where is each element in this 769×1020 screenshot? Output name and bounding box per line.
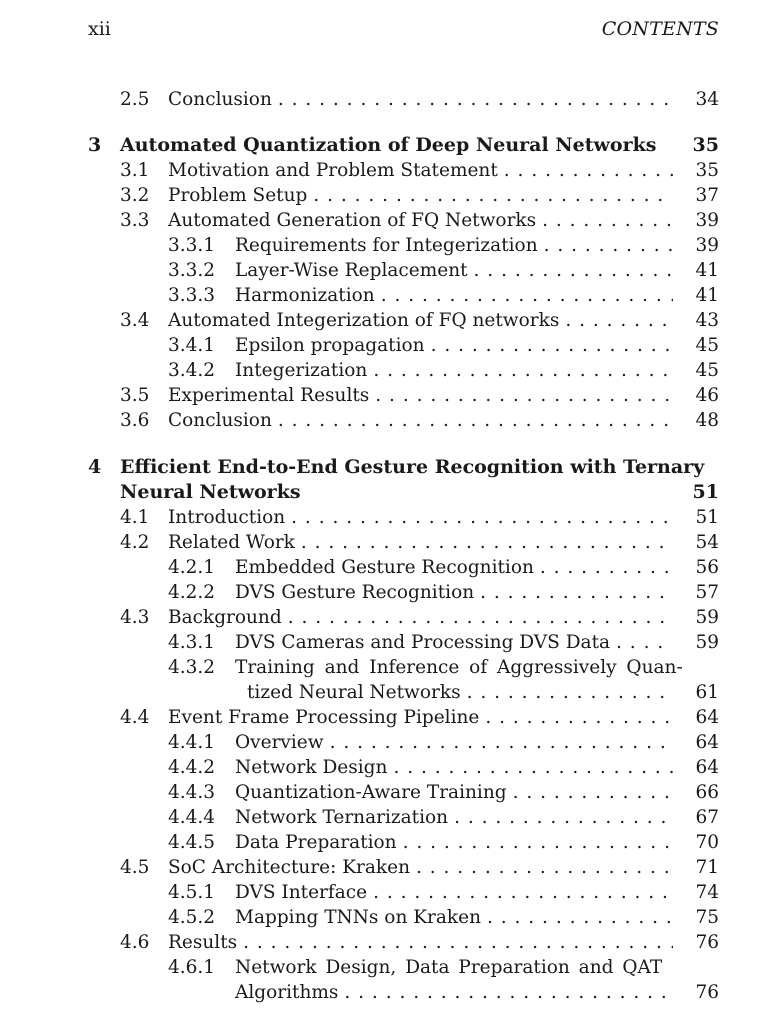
toc-page: 67 <box>695 807 719 828</box>
toc-page: 37 <box>695 185 719 206</box>
toc-title-continued: Neural Networks <box>120 481 301 503</box>
toc-number: 4.5.1 <box>168 882 216 903</box>
toc-entry <box>0 383 769 408</box>
toc-page: 76 <box>695 932 719 953</box>
toc-number: 4.3 <box>120 607 150 628</box>
toc-number: 3.1 <box>120 160 150 181</box>
toc-title: Network Ternarization <box>235 807 449 828</box>
toc-title: Requirements for Integerization <box>235 235 538 256</box>
toc-title: Epsilon propagation <box>235 335 425 356</box>
toc-title: Motivation and Problem Statement <box>168 160 498 181</box>
toc-number: 4.4.5 <box>168 832 216 853</box>
toc-number: 3.3.2 <box>168 260 216 281</box>
toc-entry <box>0 630 769 655</box>
toc-entry <box>0 705 769 730</box>
toc-entry <box>0 158 769 183</box>
toc-title: Related Work <box>168 532 295 553</box>
toc-number: 3.5 <box>120 385 150 406</box>
toc-number: 4.3.2 <box>168 657 216 678</box>
toc-page: 39 <box>695 235 719 256</box>
toc-title: Automated Generation of FQ Networks <box>168 210 537 231</box>
toc-page: 56 <box>695 557 719 578</box>
toc-title-continued: Algorithms <box>235 982 339 1003</box>
toc-entry <box>0 580 769 605</box>
toc-title: Harmonization <box>235 285 375 306</box>
toc-entry <box>0 208 769 233</box>
page-number: xii <box>88 18 111 40</box>
toc-title: Integerization <box>235 360 368 381</box>
toc-entry <box>0 333 769 358</box>
toc-page: 43 <box>695 310 719 331</box>
toc-number: 4 <box>88 456 102 478</box>
toc-number: 3.4 <box>120 310 150 331</box>
toc-page: 45 <box>695 335 719 356</box>
toc-page: 76 <box>695 982 719 1003</box>
toc-entry <box>0 183 769 208</box>
toc-page: 45 <box>695 360 719 381</box>
toc-title: Network Design <box>235 757 388 778</box>
toc-title: Layer-Wise Replacement <box>235 260 468 281</box>
toc-title: Results <box>168 932 238 953</box>
toc-page: 51 <box>695 507 719 528</box>
toc-page: 64 <box>695 757 719 778</box>
toc-number: 4.2 <box>120 532 150 553</box>
toc-entry <box>0 283 769 308</box>
toc-page: 46 <box>695 385 719 406</box>
toc-page: 34 <box>695 89 719 110</box>
toc-entry-continued <box>0 980 769 1005</box>
toc-number: 4.4.4 <box>168 807 216 828</box>
toc-entry <box>0 605 769 630</box>
toc-title: Experimental Results <box>168 385 370 406</box>
toc-entry <box>0 308 769 333</box>
toc-title: Automated Integerization of FQ networks <box>168 310 560 331</box>
toc-page: 70 <box>695 832 719 853</box>
toc-number: 2.5 <box>120 89 150 110</box>
toc-title: Introduction <box>168 507 286 528</box>
toc-title: Efficient End-to-End Gesture Recognition with Ternary <box>120 456 705 478</box>
toc-title: Embedded Gesture Recognition <box>235 557 534 578</box>
toc-number: 3.2 <box>120 185 150 206</box>
toc-title-continued: tized Neural Networks <box>247 682 461 703</box>
toc-number: 4.3.1 <box>168 632 216 653</box>
toc-entry <box>0 555 769 580</box>
toc-number: 3.4.1 <box>168 335 216 356</box>
toc-title: Mapping TNNs on Kraken <box>235 907 482 928</box>
toc-page: 41 <box>695 260 719 281</box>
toc-number: 4.2.1 <box>168 557 216 578</box>
toc-entry <box>0 730 769 755</box>
toc-entry <box>0 780 769 805</box>
toc-number: 4.4.3 <box>168 782 216 803</box>
toc-page: 59 <box>695 632 719 653</box>
toc-title: Quantization-Aware Training <box>235 782 507 803</box>
toc-title: Problem Setup <box>168 185 308 206</box>
toc-chapter <box>0 133 769 158</box>
toc-number: 4.4.1 <box>168 732 216 753</box>
toc-title: DVS Cameras and Processing DVS Data <box>235 632 611 653</box>
toc-page: 35 <box>692 134 719 156</box>
toc-entry-continued <box>0 680 769 705</box>
toc-entry <box>0 505 769 530</box>
toc-page: 59 <box>695 607 719 628</box>
toc-entry <box>0 805 769 830</box>
toc-number: 3.3 <box>120 210 150 231</box>
toc-number: 3 <box>88 134 102 156</box>
toc-entry <box>0 855 769 880</box>
toc-number: 4.2.2 <box>168 582 216 603</box>
toc-number: 4.5 <box>120 857 150 878</box>
toc-title: Event Frame Processing Pipeline <box>168 707 480 728</box>
toc-chapter-continued <box>0 480 769 505</box>
toc-page: 41 <box>695 285 719 306</box>
toc-number: 3.3.1 <box>168 235 216 256</box>
toc-title: DVS Interface <box>235 882 368 903</box>
toc-title: Automated Quantization of Deep Neural Networks <box>120 134 657 156</box>
toc-entry <box>0 530 769 555</box>
toc-entry <box>0 408 769 433</box>
toc-page: 75 <box>695 907 719 928</box>
toc-chapter <box>0 455 769 480</box>
toc-entry <box>0 830 769 855</box>
toc-page: 64 <box>695 732 719 753</box>
toc-page: 39 <box>695 210 719 231</box>
toc-page: 35 <box>695 160 719 181</box>
toc-page: 61 <box>695 682 719 703</box>
toc-number: 4.4 <box>120 707 150 728</box>
toc-entry <box>0 358 769 383</box>
toc-entry <box>0 258 769 283</box>
toc-entry <box>0 905 769 930</box>
toc-entry <box>0 87 769 112</box>
toc-entry <box>0 880 769 905</box>
toc-page: 48 <box>695 410 719 431</box>
toc-number: 3.4.2 <box>168 360 216 381</box>
toc-page: 74 <box>695 882 719 903</box>
toc-entry <box>0 930 769 955</box>
toc-number: 4.6.1 <box>168 957 216 978</box>
toc-number: 4.1 <box>120 507 150 528</box>
toc-number: 3.3.3 <box>168 285 216 306</box>
toc-page: 51 <box>692 481 719 503</box>
toc-title: Overview <box>235 732 324 753</box>
toc-page: 66 <box>695 782 719 803</box>
toc-title: DVS Gesture Recognition <box>235 582 475 603</box>
toc-title: Data Preparation <box>235 832 397 853</box>
toc-page: 71 <box>695 857 719 878</box>
toc-entry <box>0 755 769 780</box>
toc-title: Network Design, Data Preparation and QAT <box>235 957 663 978</box>
toc-page: 57 <box>695 582 719 603</box>
toc-number: 4.6 <box>120 932 150 953</box>
toc-page: 54 <box>695 532 719 553</box>
toc-page: 64 <box>695 707 719 728</box>
toc-title: Background <box>168 607 282 628</box>
toc-number: 3.6 <box>120 410 150 431</box>
toc-title: Training and Inference of Aggressively Quan- <box>235 657 683 678</box>
toc-title: Conclusion <box>168 410 272 431</box>
toc-title: Conclusion <box>168 89 272 110</box>
toc-entry <box>0 655 769 680</box>
toc-entry <box>0 955 769 980</box>
running-head: CONTENTS <box>601 18 719 40</box>
toc-entry <box>0 233 769 258</box>
toc-number: 4.5.2 <box>168 907 216 928</box>
toc-number: 4.4.2 <box>168 757 216 778</box>
toc-title: SoC Architecture: Kraken <box>168 857 411 878</box>
